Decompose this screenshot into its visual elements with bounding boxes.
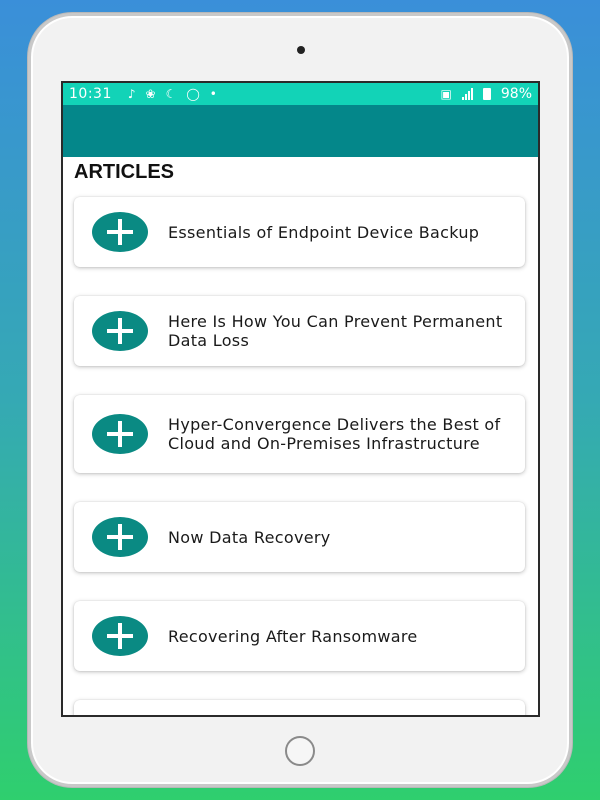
article-card[interactable]: [74, 197, 525, 267]
status-bar: [63, 83, 538, 105]
plus-icon[interactable]: [92, 715, 148, 717]
battery-icon: [483, 88, 491, 100]
section-title: ARTICLES: [74, 161, 174, 183]
dot-icon: •: [209, 87, 217, 101]
camera-icon: [297, 46, 305, 54]
status-left: [69, 86, 217, 102]
article-title: Here Is How You Can Prevent Permanent Data Loss: [168, 312, 503, 350]
article-card[interactable]: [74, 601, 525, 671]
plus-icon[interactable]: [92, 517, 148, 557]
shield-icon: ◯: [186, 87, 200, 101]
signal-icon: [462, 88, 473, 100]
article-title: Essentials of Endpoint Device Backup: [168, 222, 480, 242]
plus-icon[interactable]: [92, 212, 148, 252]
article-title: Recovering After Ransomware: [168, 626, 418, 646]
battery-percent: 98%: [500, 86, 532, 102]
article-card[interactable]: [74, 395, 525, 473]
article-title: Now Data Recovery: [168, 527, 331, 547]
article-card[interactable]: [74, 502, 525, 572]
article-card[interactable]: [74, 700, 525, 717]
music-icon: ♪: [127, 87, 136, 101]
bug-icon: ❀: [145, 87, 156, 101]
articles-content: [63, 161, 538, 646]
home-button[interactable]: [285, 736, 315, 766]
app-bar: [63, 105, 538, 157]
moon-icon: ☾: [165, 87, 177, 101]
plus-icon[interactable]: [92, 414, 148, 454]
status-time: 10:31: [69, 86, 112, 102]
article-title: Hyper-Convergence Delivers the Best of Cloud and On-Premises Infrastructure: [168, 415, 501, 453]
cast-icon: ▣: [440, 87, 452, 101]
status-right: [441, 86, 532, 102]
plus-icon[interactable]: [92, 616, 148, 656]
plus-icon[interactable]: [92, 311, 148, 351]
article-card[interactable]: [74, 296, 525, 366]
device-screen: [61, 81, 540, 717]
